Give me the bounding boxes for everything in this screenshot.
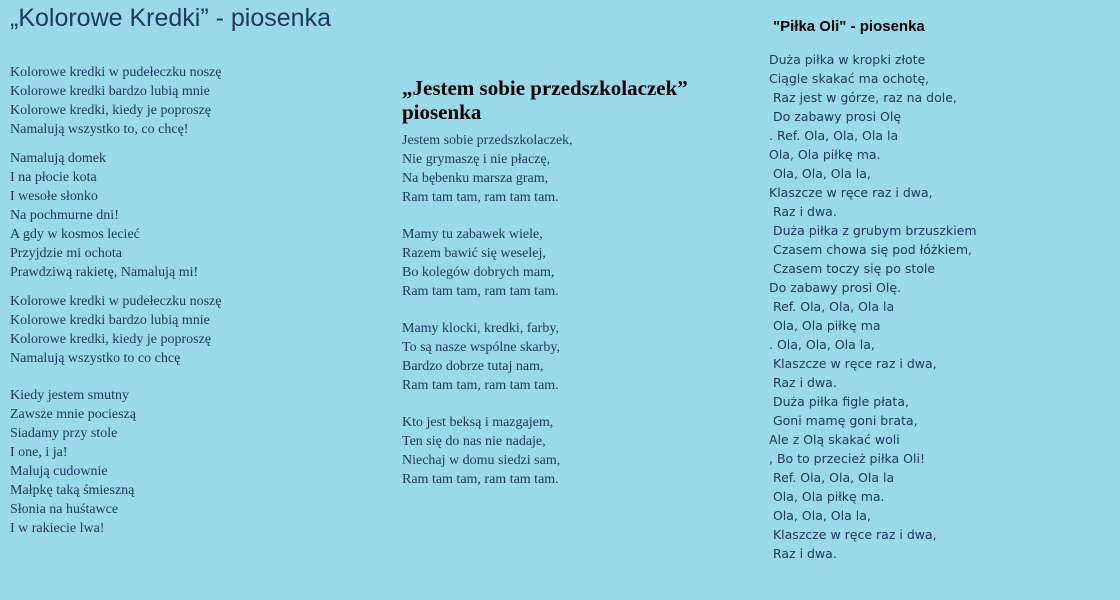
stanza bbox=[402, 413, 573, 489]
stanza bbox=[10, 63, 221, 139]
lyric-line: Ale z Olą skakać woli bbox=[769, 432, 900, 447]
song-title-line-2: piosenka bbox=[402, 100, 482, 124]
lyric-line: Małpkę taką śmieszną bbox=[10, 483, 135, 498]
lyrics-przedszkolaczek bbox=[402, 131, 573, 507]
stanza bbox=[10, 292, 221, 368]
lyric-line: Malują cudownie bbox=[10, 464, 108, 479]
lyric-line: Mamy klocki, kredki, farby, bbox=[402, 321, 559, 336]
song-title-line-1: „Jestem sobie przedszkolaczek” bbox=[402, 76, 688, 100]
lyric-line: Ciągle skakać ma ochotę, bbox=[769, 71, 930, 86]
song-title-kolorowe-kredki: „Kolorowe Kredki” - piosenka bbox=[10, 4, 331, 32]
lyric-line: Słonia na huśtawce bbox=[10, 502, 119, 517]
lyric-line: I one, i ja! bbox=[10, 445, 68, 460]
lyric-line: Nie grymaszę i nie płaczę, bbox=[402, 152, 551, 167]
song-title-przedszkolaczek bbox=[402, 76, 688, 124]
lyric-line: Kolorowe kredki w pudełeczku noszę bbox=[10, 294, 222, 309]
lyric-line: Ref. Ola, Ola, Ola la bbox=[769, 299, 895, 314]
lyric-line: To są nasze wspólne skarby, bbox=[402, 340, 560, 355]
lyric-line: Kolorowe kredki, kiedy je poproszę bbox=[10, 332, 211, 347]
lyric-line: I na płocie kota bbox=[10, 170, 97, 185]
lyric-line: Raz i dwa. bbox=[769, 204, 837, 219]
lyric-line: Namalują domek bbox=[10, 151, 107, 166]
lyric-line: Klaszcze w ręce raz i dwa, bbox=[769, 185, 933, 200]
lyric-line: Bardzo dobrze tutaj nam, bbox=[402, 359, 544, 374]
lyric-line: Jestem sobie przedszkolaczek, bbox=[402, 133, 573, 148]
lyric-line: Do zabawy prosi Olę. bbox=[769, 280, 902, 295]
lyric-line: Ola, Ola, Ola la, bbox=[769, 508, 871, 523]
lyrics-kolorowe-kredki bbox=[10, 63, 221, 548]
lyric-line: Niechaj w domu siedzi sam, bbox=[402, 453, 561, 468]
lyric-line: Klaszcze w ręce raz i dwa, bbox=[769, 527, 937, 542]
lyric-line: Ref. Ola, Ola, Ola la bbox=[769, 470, 895, 485]
lyric-line: Raz i dwa. bbox=[769, 375, 837, 390]
lyric-line: I wesołe słonko bbox=[10, 189, 98, 204]
lyric-line: . Ola, Ola, Ola la, bbox=[769, 337, 875, 352]
lyric-line: Namalują wszystko to co chcę bbox=[10, 351, 181, 366]
lyric-line: Ola, Ola piłkę ma. bbox=[769, 147, 881, 162]
lyric-line: A gdy w kosmos lecieć bbox=[10, 227, 140, 242]
lyric-line: Ram tam tam, ram tam tam. bbox=[402, 378, 559, 393]
lyric-line: , Bo to przecież piłka Oli! bbox=[769, 451, 925, 466]
lyric-line: I w rakiecie lwa! bbox=[10, 521, 105, 536]
lyric-line: Ram tam tam, ram tam tam. bbox=[402, 472, 559, 487]
lyric-line: Kolorowe kredki, kiedy je poproszę bbox=[10, 103, 211, 118]
lyric-line: Siadamy przy stole bbox=[10, 426, 118, 441]
lyric-line: Czasem chowa się pod łóżkiem, bbox=[769, 242, 973, 257]
lyric-line: Klaszcze w ręce raz i dwa, bbox=[769, 356, 937, 371]
lyric-line: Duża piłka w kropki złote bbox=[769, 52, 926, 67]
lyric-line: Bo kolegów dobrych mam, bbox=[402, 265, 555, 280]
lyric-line: Mamy tu zabawek wiele, bbox=[402, 227, 543, 242]
lyric-line: Ola, Ola piłkę ma bbox=[769, 318, 881, 333]
lyrics-pilka-oli bbox=[769, 50, 977, 563]
lyric-line: Kiedy jestem smutny bbox=[10, 388, 129, 403]
lyric-line: Goni mamę goni brata, bbox=[769, 413, 918, 428]
lyric-line: Do zabawy prosi Olę bbox=[769, 109, 902, 124]
stanza bbox=[10, 149, 221, 282]
song-title-pilka-oli: "Piłka Oli" - piosenka bbox=[773, 18, 925, 35]
lyric-line: Kto jest beksą i mazgajem, bbox=[402, 415, 554, 430]
lyric-line: Duża piłka figle płata, bbox=[769, 394, 909, 409]
lyric-line: Namalują wszystko to, co chcę! bbox=[10, 122, 189, 137]
stanza bbox=[402, 319, 573, 395]
lyric-line: Kolorowe kredki bardzo lubią mnie bbox=[10, 84, 210, 99]
lyric-line: Kolorowe kredki bardzo lubią mnie bbox=[10, 313, 210, 328]
lyric-line: Ram tam tam, ram tam tam. bbox=[402, 284, 559, 299]
lyric-line: Ten się do nas nie nadaje, bbox=[402, 434, 546, 449]
lyric-line: Duża piłka z grubym brzuszkiem bbox=[769, 223, 977, 238]
stanza bbox=[402, 131, 573, 207]
lyric-line: Razem bawić się weselej, bbox=[402, 246, 546, 261]
lyric-line: Zawsze mnie pocieszą bbox=[10, 407, 136, 422]
lyric-line: Kolorowe kredki w pudełeczku noszę bbox=[10, 65, 222, 80]
stanza bbox=[402, 225, 573, 301]
lyric-line: Czasem toczy się po stole bbox=[769, 261, 936, 276]
lyric-line: Ola, Ola, Ola la, bbox=[769, 166, 871, 181]
lyric-line: Ola, Ola piłkę ma. bbox=[769, 489, 885, 504]
lyric-line: Ram tam tam, ram tam tam. bbox=[402, 190, 559, 205]
lyric-line: . Ref. Ola, Ola, Ola la bbox=[769, 128, 899, 143]
stanza bbox=[10, 386, 221, 538]
lyric-line: Na pochmurne dni! bbox=[10, 208, 119, 223]
lyric-line: Na bębenku marsza gram, bbox=[402, 171, 549, 186]
lyric-line: Prawdziwą rakietę, Namalują mi! bbox=[10, 265, 199, 280]
lyric-line: Raz jest w górze, raz na dole, bbox=[769, 90, 957, 105]
lyric-line: Raz i dwa. bbox=[769, 546, 837, 561]
lyric-line: Przyjdzie mi ochota bbox=[10, 246, 122, 261]
